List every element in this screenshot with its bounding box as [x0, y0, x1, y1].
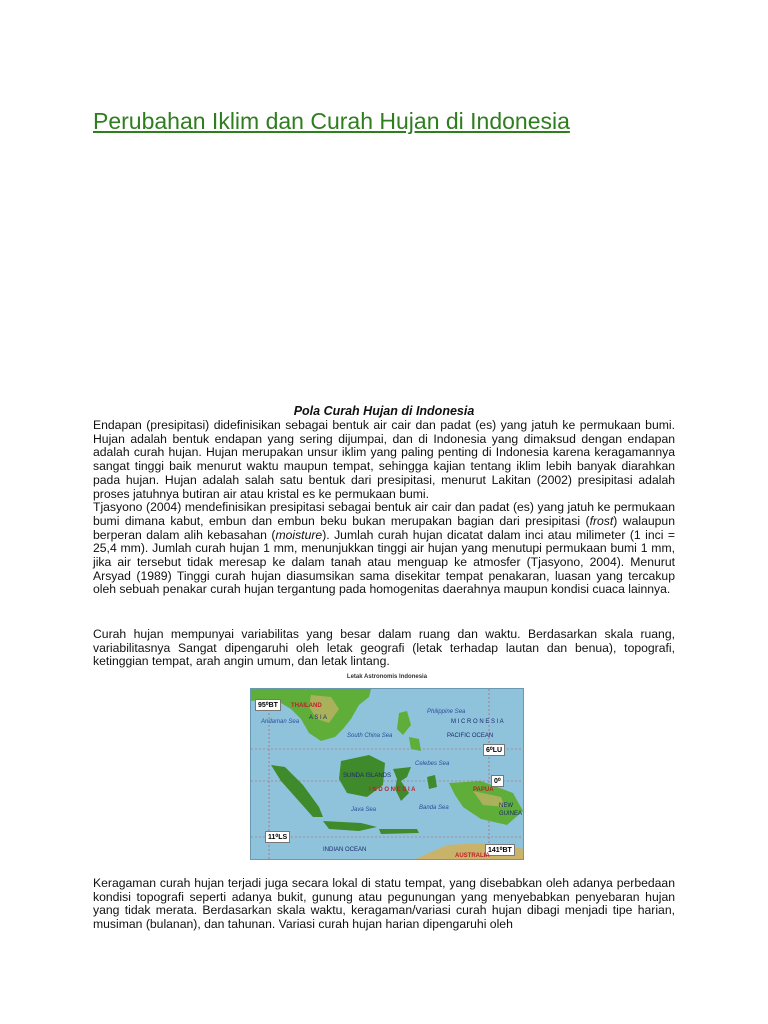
label-philippine-sea: Philippine Sea: [427, 709, 466, 715]
paragraph-variabilitas: Curah hujan mempunyai variabilitas yang besar dalam ruang dan waktu. Berdasarkan skala ruang, variabilitasnya Sangat dipengaruhi oleh letak geografi (letak terhadap lautan dan benua), topografi, ketinggian tempat, arah angin umum, dan letak lintang.: [93, 627, 675, 669]
paragraph-presipitasi: [93, 419, 675, 597]
term-frost: frost: [589, 513, 614, 528]
label-celebes: Celebes Sea: [415, 761, 450, 767]
coord-south: 11⁰LS: [265, 831, 290, 843]
philippines-north: [397, 711, 411, 735]
page-title[interactable]: Perubahan Iklim dan Curah Hujan di Indonesia: [93, 108, 570, 134]
figure-caption: Pola Curah Hujan di Indonesia: [293, 404, 475, 418]
label-indonesia: I N D O N E S I A: [369, 787, 416, 793]
label-guinea: GUINEA: [499, 811, 523, 817]
paragraph-part: ). Jumlah curah hujan dicatat dalam inci atau milimeter (1 inci = 25,4 mm). Jumlah curah hujan 1 mm, menunjukkan tinggi air hujan yang menutupi permukaan bumi 1 mm, jika air tersebut tidak meresap ke dalam tanah atau menguap ke atmosfer (Tjasyono, 2004). Menurut Arsyad (1989) Tinggi curah hujan diasumsikan sama disekitar tempat penakaran, luasan yang tercakup oleh sebuah penakar curah hujan tergantung pada homogenitas daerahnya maupun kondisi cuaca lainnya.: [93, 527, 675, 597]
indonesia-map-figure: [250, 674, 524, 860]
label-micronesia: M I C R O N E S I A: [451, 719, 504, 725]
paragraph-part: Tjasyono (2004) mendefinisikan presipitasi sebagai bentuk air cair dan padat (es) yang jatuh ke permukaan bumi dimana kabut, embun dan embun beku bukan merupakan bagian dari presipitasi (: [93, 500, 675, 528]
label-banda: Banda Sea: [419, 805, 449, 811]
maluku: [427, 775, 437, 789]
sulawesi: [393, 767, 411, 801]
label-andaman: Andaman Sea: [261, 719, 300, 725]
label-sunda: SUNDA ISLANDS: [343, 773, 392, 779]
paragraph-part: ) walaupun berperan dalam alih kebasahan (: [93, 513, 675, 542]
lesser-sunda: [379, 829, 419, 834]
label-south-china-sea: South China Sea: [347, 733, 393, 739]
label-asia: A S I A: [309, 715, 328, 721]
term-moisture: moisture: [275, 527, 323, 542]
paragraph-keragaman: Keragaman curah hujan terjadi juga secara lokal di statu tempat, yang disebabkan oleh adanya perbedaan kondisi topografi seperti adanya bukit, gunung atau pegunungan yang menyebabkan penyebaran hujan yang tidak merata. Berdasarkan skala waktu, keragaman/variasi curah hujan dibagi menjadi tipe harian, musiman (bulanan), dan tahunan. Variasi curah hujan harian dipengaruhi oleh: [93, 876, 675, 932]
label-new: NEW: [499, 803, 513, 809]
label-thailand: THAILAND: [291, 703, 322, 709]
indonesia-map: [250, 688, 524, 860]
label-pacific: PACIFIC OCEAN: [447, 733, 494, 739]
philippines-south: [409, 737, 421, 751]
coord-north: 6⁰LU: [483, 744, 505, 756]
sumatra: [271, 765, 323, 817]
label-australia: AUSTRALIA: [455, 853, 490, 859]
label-papua: PAPUA: [473, 787, 494, 793]
paragraph-text: Endapan (presipitasi) didefinisikan sebagai bentuk air cair dan padat (es) yang jatuh ke permukaan bumi. Hujan adalah bentuk endapan yang sering dijumpai, dan di Indonesia yang dimaksud dengan endapan adalah curah hujan. Hujan merupakan unsur iklim yang paling penting di Indonesia karena keragamannya sangat tinggi baik menurut waktu maupun tempat, sehingga kajian tentang iklim lebih banyak diarahkan pada hujan. Hujan adalah salah satu bentuk dari presipitasi, menurut Lakitan (2002) presipitasi adalah proses jatuhnya butiran air atau kristal es ke permukaan bumi.: [93, 418, 675, 501]
label-indian-ocean: INDIAN OCEAN: [323, 847, 367, 853]
java: [323, 821, 377, 831]
map-title: Letak Astronomis Indonesia: [346, 674, 428, 680]
coord-west: 95⁰BT: [255, 699, 281, 711]
coord-east: 141⁰BT: [485, 844, 515, 856]
coord-equator: 0⁰: [491, 775, 504, 787]
label-java-sea: Java Sea: [351, 807, 377, 813]
paragraph-tjasyono: [93, 501, 675, 597]
